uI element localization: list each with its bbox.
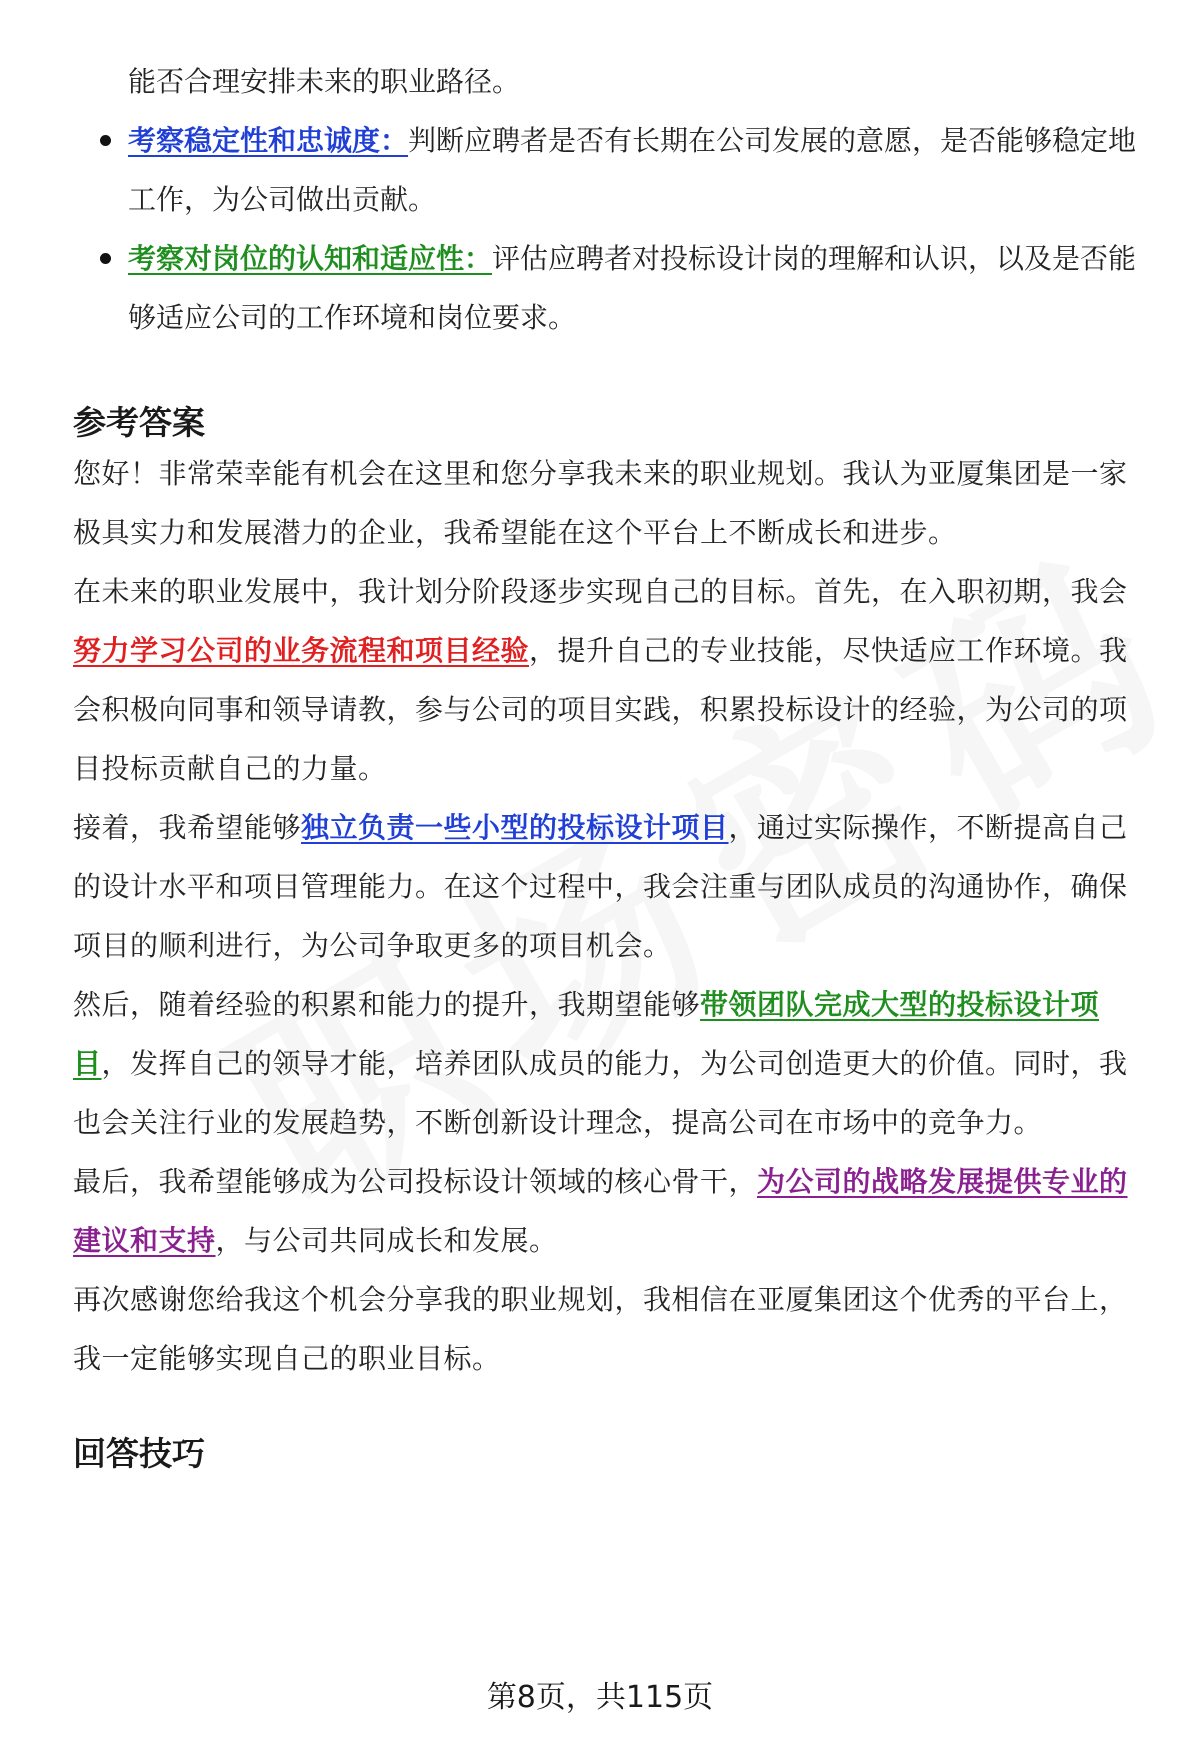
- text-span: ，提升自己的专业技能，尽快适应工作环境。我会积极向同事和领导请教，参与公司的项目实践，积累投标设计的经验，为公司的项目投标贡献自己的力量。: [73, 634, 1128, 785]
- bullet-item-stability: [73, 111, 1148, 229]
- answer-paragraph-5: [73, 1152, 1148, 1270]
- highlight-text: 独立负责一些小型的投标设计项目: [301, 811, 729, 844]
- document-body: [73, 52, 1148, 1475]
- bullet-list: [73, 111, 1148, 347]
- text-span: 接着，我希望能够: [73, 811, 302, 844]
- bullet-label: 考察对岗位的认知和适应性：: [128, 242, 493, 275]
- highlight-text: 带领团队完成大型的投标设计项目: [73, 988, 1100, 1080]
- highlight-text: 努力学习公司的业务流程和项目经验: [73, 634, 530, 667]
- highlight-text: 为公司的战略发展提供专业的建议和支持: [73, 1165, 1128, 1257]
- page-number: 第8页，共115页: [486, 1680, 714, 1715]
- section-heading-tips: 回答技巧: [73, 1434, 205, 1473]
- bullet-label: 考察稳定性和忠诚度：: [128, 124, 409, 157]
- bullet-text: 评估应聘者对投标设计岗的理解和认识，以及是否能够适应公司的工作环境和岗位要求。: [128, 242, 1137, 334]
- intro-continuation: 能否合理安排未来的职业路径。: [128, 65, 521, 98]
- bullet-text: 判断应聘者是否有长期在公司发展的意愿，是否能够稳定地工作，为公司做出贡献。: [128, 124, 1137, 216]
- answer-paragraph-4: [73, 975, 1148, 1152]
- text-span: 然后，随着经验的积累和能力的提升，我期望能够: [73, 988, 701, 1021]
- text-span: ，通过实际操作，不断提高自己的设计水平和项目管理能力。在这个过程中，我会注重与团队成员的沟通协作，确保项目的顺利进行，为公司争取更多的项目机会。: [73, 811, 1128, 962]
- answer-paragraph-2: [73, 562, 1148, 798]
- bullet-dot-icon: [100, 253, 111, 264]
- text-span: ，发挥自己的领导才能，培养团队成员的能力，为公司创造更大的价值。同时，我也会关注行业的发展趋势，不断创新设计理念，提高公司在市场中的竞争力。: [73, 1047, 1128, 1139]
- text-span: ，与公司共同成长和发展。: [215, 1224, 558, 1257]
- answer-paragraph-6: 再次感谢您给我这个机会分享我的职业规划，我相信在亚厦集团这个优秀的平台上，我一定能够实现自己的职业目标。: [73, 1283, 1128, 1375]
- text-span: 在未来的职业发展中，我计划分阶段逐步实现自己的目标。首先，在入职初期，我会: [73, 575, 1128, 608]
- answer-paragraph-3: [73, 798, 1148, 975]
- text-span: 最后，我希望能够成为公司投标设计领域的核心骨干，: [73, 1165, 758, 1198]
- answer-paragraph-1: 您好！非常荣幸能有机会在这里和您分享我未来的职业规划。我认为亚厦集团是一家极具实力和发展潜力的企业，我希望能在这个平台上不断成长和进步。: [73, 457, 1128, 549]
- bullet-dot-icon: [100, 135, 111, 146]
- bullet-item-adaptability: [73, 229, 1148, 347]
- section-heading-answer: 参考答案: [73, 403, 205, 442]
